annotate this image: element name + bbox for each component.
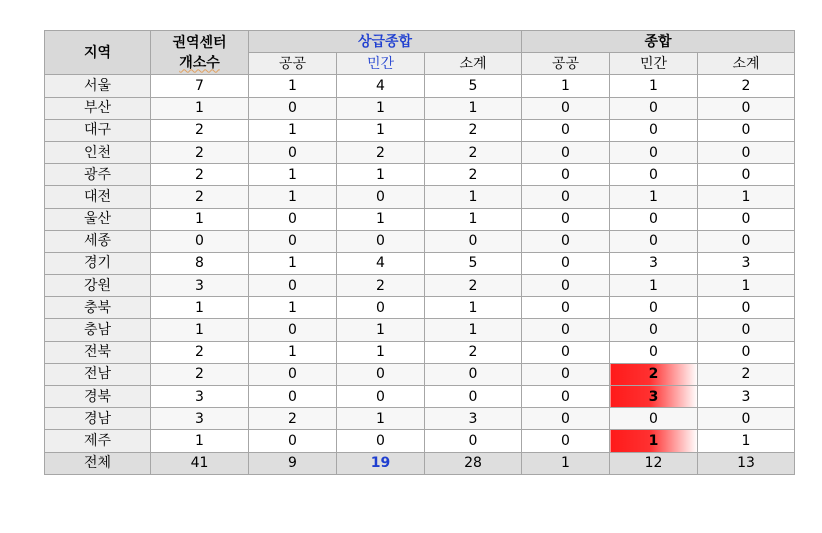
cell-total: 9 — [249, 452, 337, 474]
cell-value: 3 — [610, 386, 698, 408]
cell-value: 2 — [698, 363, 795, 385]
cell-value: 1 — [610, 430, 698, 452]
cell-value: 0 — [698, 408, 795, 430]
cell-value: 2 — [425, 341, 522, 363]
cell-value: 1 — [249, 186, 337, 208]
cell-value: 1 — [151, 430, 249, 452]
table-row — [45, 186, 795, 208]
cell-total: 19 — [337, 452, 425, 474]
cell-value: 0 — [698, 341, 795, 363]
cell-value: 0 — [249, 386, 337, 408]
cell-value: 0 — [425, 386, 522, 408]
cell-value: 1 — [151, 208, 249, 230]
header-group-general: 종합 — [522, 31, 795, 53]
cell-value: 2 — [151, 119, 249, 141]
cell-value: 0 — [522, 408, 610, 430]
cell-value: 2 — [151, 186, 249, 208]
cell-value: 0 — [522, 186, 610, 208]
cell-region: 광주 — [45, 164, 151, 186]
cell-value: 0 — [522, 141, 610, 163]
cell-region: 강원 — [45, 275, 151, 297]
cell-value: 1 — [151, 319, 249, 341]
table-row — [45, 297, 795, 319]
table-row — [45, 119, 795, 141]
cell-value: 2 — [151, 363, 249, 385]
cell-value: 0 — [337, 430, 425, 452]
cell-value: 4 — [337, 252, 425, 274]
cell-value: 1 — [249, 75, 337, 97]
cell-value: 0 — [698, 97, 795, 119]
header-sub-public: 공공 — [522, 53, 610, 75]
cell-value: 1 — [337, 208, 425, 230]
cell-value: 1 — [610, 75, 698, 97]
cell-value: 0 — [610, 119, 698, 141]
cell-value: 1 — [151, 97, 249, 119]
cell-value: 3 — [425, 408, 522, 430]
cell-value: 0 — [425, 430, 522, 452]
cell-value: 2 — [151, 141, 249, 163]
table-row — [45, 386, 795, 408]
cell-value: 4 — [337, 75, 425, 97]
cell-value: 1 — [337, 319, 425, 341]
cell-value: 0 — [425, 230, 522, 252]
cell-value: 3 — [151, 386, 249, 408]
cell-value: 0 — [249, 230, 337, 252]
header-center-count-line1: 권역센터 — [172, 34, 227, 51]
cell-value: 3 — [151, 275, 249, 297]
cell-value: 1 — [249, 164, 337, 186]
header-center-count-line2: 개소수 — [179, 54, 220, 71]
cell-value: 0 — [522, 252, 610, 274]
table-row — [45, 341, 795, 363]
cell-total: 13 — [698, 452, 795, 474]
cell-value: 0 — [698, 119, 795, 141]
cell-value: 2 — [151, 164, 249, 186]
table-row — [45, 97, 795, 119]
cell-total: 1 — [522, 452, 610, 474]
cell-value: 0 — [249, 97, 337, 119]
cell-value: 0 — [249, 208, 337, 230]
table-row — [45, 164, 795, 186]
cell-value: 2 — [425, 141, 522, 163]
cell-total: 12 — [610, 452, 698, 474]
table-row — [45, 230, 795, 252]
cell-value: 3 — [610, 252, 698, 274]
cell-region: 충북 — [45, 297, 151, 319]
cell-value: 2 — [425, 275, 522, 297]
cell-value: 0 — [610, 164, 698, 186]
cell-value: 1 — [610, 186, 698, 208]
cell-total: 28 — [425, 452, 522, 474]
cell-value: 0 — [522, 275, 610, 297]
cell-value: 0 — [522, 97, 610, 119]
cell-total: 41 — [151, 452, 249, 474]
header-region: 지역 — [45, 31, 151, 75]
cell-value: 5 — [425, 252, 522, 274]
cell-region: 경기 — [45, 252, 151, 274]
cell-value: 0 — [522, 119, 610, 141]
cell-value: 1 — [425, 319, 522, 341]
cell-value: 5 — [425, 75, 522, 97]
cell-value: 2 — [249, 408, 337, 430]
header-sub-subtotal: 소계 — [698, 53, 795, 75]
table-body — [45, 75, 795, 474]
table-row — [45, 363, 795, 385]
cell-value: 1 — [249, 252, 337, 274]
cell-value: 0 — [522, 297, 610, 319]
cell-value: 2 — [698, 75, 795, 97]
cell-value: 2 — [337, 275, 425, 297]
cell-value: 0 — [522, 363, 610, 385]
cell-value: 0 — [610, 208, 698, 230]
cell-value: 2 — [337, 141, 425, 163]
cell-value: 2 — [151, 341, 249, 363]
cell-value: 0 — [249, 319, 337, 341]
cell-value: 0 — [249, 141, 337, 163]
cell-region: 서울 — [45, 75, 151, 97]
statistics-table — [44, 30, 795, 475]
cell-region: 부산 — [45, 97, 151, 119]
cell-value: 3 — [698, 386, 795, 408]
cell-value: 1 — [337, 341, 425, 363]
header-sub-private: 민간 — [610, 53, 698, 75]
cell-value: 1 — [249, 119, 337, 141]
cell-value: 0 — [698, 319, 795, 341]
cell-value: 8 — [151, 252, 249, 274]
table-row — [45, 430, 795, 452]
cell-region: 세종 — [45, 230, 151, 252]
cell-value: 1 — [425, 297, 522, 319]
cell-value: 0 — [522, 386, 610, 408]
cell-value: 0 — [425, 363, 522, 385]
cell-value: 0 — [610, 319, 698, 341]
cell-value: 0 — [249, 363, 337, 385]
cell-value: 1 — [610, 275, 698, 297]
cell-value: 0 — [337, 386, 425, 408]
table-row — [45, 75, 795, 97]
cell-value: 0 — [610, 141, 698, 163]
cell-value: 0 — [698, 297, 795, 319]
cell-value: 1 — [151, 297, 249, 319]
cell-value: 2 — [425, 119, 522, 141]
cell-value: 1 — [698, 275, 795, 297]
cell-value: 0 — [522, 208, 610, 230]
cell-value: 0 — [337, 186, 425, 208]
cell-value: 1 — [425, 186, 522, 208]
table-row — [45, 252, 795, 274]
cell-region: 인천 — [45, 141, 151, 163]
header-group-upper: 상급종합 — [249, 31, 522, 53]
cell-value: 0 — [151, 230, 249, 252]
table-row-total — [45, 452, 795, 474]
cell-value: 0 — [698, 230, 795, 252]
cell-value: 0 — [610, 408, 698, 430]
cell-value: 0 — [337, 230, 425, 252]
cell-value: 1 — [337, 97, 425, 119]
cell-region: 대구 — [45, 119, 151, 141]
cell-value: 1 — [337, 164, 425, 186]
cell-value: 0 — [698, 208, 795, 230]
table-row — [45, 141, 795, 163]
cell-value: 0 — [249, 430, 337, 452]
cell-value: 3 — [151, 408, 249, 430]
cell-value: 1 — [698, 430, 795, 452]
cell-value: 0 — [522, 164, 610, 186]
table-row — [45, 408, 795, 430]
header-sub-private: 민간 — [337, 53, 425, 75]
cell-value: 0 — [610, 341, 698, 363]
cell-region: 대전 — [45, 186, 151, 208]
cell-region: 울산 — [45, 208, 151, 230]
cell-value: 1 — [425, 208, 522, 230]
cell-value: 1 — [249, 297, 337, 319]
cell-value: 0 — [522, 230, 610, 252]
cell-value: 0 — [522, 430, 610, 452]
cell-value: 0 — [610, 97, 698, 119]
cell-region: 경남 — [45, 408, 151, 430]
cell-region: 전남 — [45, 363, 151, 385]
cell-value: 1 — [425, 97, 522, 119]
cell-value: 1 — [522, 75, 610, 97]
cell-value: 1 — [249, 341, 337, 363]
table-row — [45, 208, 795, 230]
header-sub-subtotal: 소계 — [425, 53, 522, 75]
cell-value: 3 — [698, 252, 795, 274]
cell-value: 7 — [151, 75, 249, 97]
cell-value: 0 — [610, 297, 698, 319]
cell-region: 제주 — [45, 430, 151, 452]
cell-value: 0 — [698, 164, 795, 186]
cell-value: 0 — [698, 141, 795, 163]
cell-value: 0 — [337, 363, 425, 385]
cell-value: 1 — [337, 119, 425, 141]
table-row — [45, 275, 795, 297]
cell-value: 0 — [337, 297, 425, 319]
cell-value: 0 — [522, 341, 610, 363]
cell-value: 1 — [337, 408, 425, 430]
table-row — [45, 319, 795, 341]
cell-region: 전북 — [45, 341, 151, 363]
cell-value: 0 — [522, 319, 610, 341]
cell-value: 1 — [698, 186, 795, 208]
cell-value: 0 — [249, 275, 337, 297]
cell-region: 경북 — [45, 386, 151, 408]
cell-region: 전체 — [45, 452, 151, 474]
cell-value: 2 — [425, 164, 522, 186]
cell-region: 충남 — [45, 319, 151, 341]
header-center-count — [151, 31, 249, 75]
cell-value: 0 — [610, 230, 698, 252]
cell-value: 2 — [610, 363, 698, 385]
header-sub-public: 공공 — [249, 53, 337, 75]
